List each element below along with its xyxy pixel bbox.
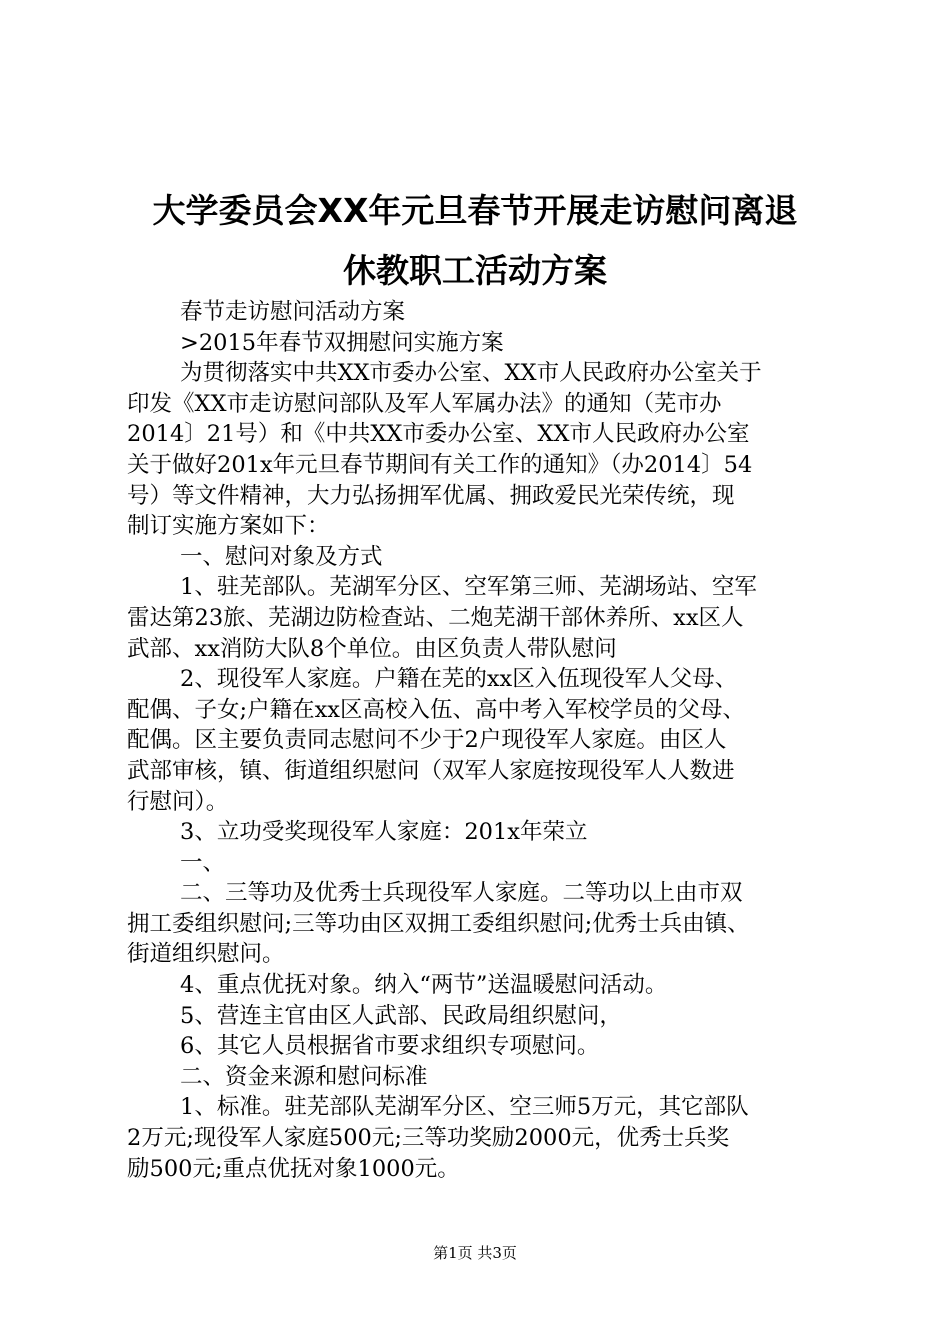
body-line: 雷达第23旅、芜湖边防检查站、二炮芜湖干部休养所、xx区人	[127, 604, 744, 631]
page-footer: 第1页 共3页	[433, 1244, 517, 1262]
body-line: 行慰问）。	[127, 788, 229, 815]
body-line: 配偶。区主要负责同志慰问不少于2户现役军人家庭。由区人	[127, 727, 727, 754]
body-line: 制订实施方案如下：	[127, 513, 330, 540]
body-line: 配偶、子女;户籍在xx区高校入伍、高中考入军校学员的父母、	[127, 696, 745, 723]
body-line: 3、立功受奖现役军人家庭：201x年荣立	[180, 819, 588, 846]
body-line: 4、重点优抚对象。纳入“两节”送温暖慰问活动。	[180, 972, 668, 999]
body-line: 春节走访慰问活动方案	[180, 299, 406, 325]
body-line: 2万元;现役军人家庭500元;三等功奖励2000元，优秀士兵奖	[127, 1125, 730, 1152]
body-line: 1、驻芜部队。芜湖军分区、空军第三师、芜湖场站、空军	[180, 574, 757, 601]
body-line: 武部、xx消防大队8个单位。由区负责人带队慰问	[127, 635, 617, 662]
body-line: 号）等文件精神，大力弘扬拥军优属、拥政爱民光荣传统，现	[127, 482, 735, 509]
document-title-line-1: 大学委员会XX年元旦春节开展走访慰问离退	[152, 191, 798, 230]
body-line: 一、	[180, 849, 226, 876]
document-title-line-2: 休教职工活动方案	[343, 251, 607, 290]
body-line: 6、其它人员根据省市要求组织专项慰问。	[180, 1033, 600, 1060]
body-line: 关于做好201x年元旦春节期间有关工作的通知》（办2014〕54	[127, 451, 753, 478]
body-line: 二、资金来源和慰问标准	[180, 1063, 428, 1090]
body-line: 印发《XX市走访慰问部队及军人军属办法》的通知（芜市办	[127, 390, 722, 417]
body-line: 武部审核，镇、街道组织慰问（双军人家庭按现役军人人数进	[127, 757, 735, 784]
body-line: 5、营连主官由区人武部、民政局组织慰问，	[180, 1002, 622, 1029]
body-line: 为贯彻落实中共XX市委办公室、XX市人民政府办公室关于	[180, 360, 762, 387]
body-line: 一、慰问对象及方式	[180, 543, 383, 570]
body-line: 1、标准。驻芜部队芜湖军分区、空三师5万元，其它部队	[180, 1094, 749, 1121]
body-line: 二、三等功及优秀士兵现役军人家庭。二等功以上由市双	[180, 880, 743, 907]
body-line: 街道组织慰问。	[127, 941, 285, 968]
body-line: >2015年春节双拥慰问实施方案	[180, 329, 504, 356]
body-line: 2014〕21号）和《中共XX市委办公室、XX市人民政府办公室	[127, 421, 750, 448]
body-line: 2、现役军人家庭。户籍在芜的xx区入伍现役军人父母、	[180, 666, 738, 693]
document-body	[127, 297, 827, 1184]
body-line: 拥工委组织慰问;三等功由区双拥工委组织慰问;优秀士兵由镇、	[127, 910, 750, 937]
body-line: 励500元;重点优抚对象1000元。	[127, 1155, 460, 1182]
